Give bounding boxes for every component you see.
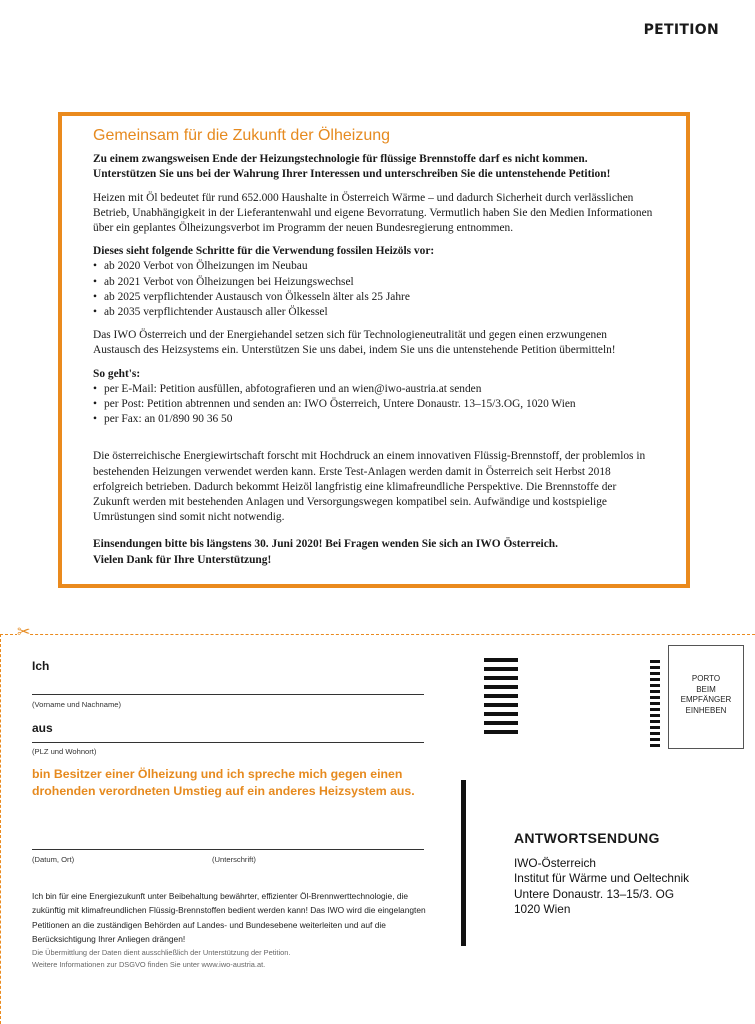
list-item: • per Post: Petition abtrennen und senden an: IWO Österreich, Untere Donaustr. 13–15/3.OG, 1020 Wien: [93, 397, 653, 412]
list-item: • ab 2021 Verbot von Ölheizungen bei Heizungswechsel: [93, 275, 653, 290]
address-line[interactable]: [32, 742, 424, 743]
address-line: IWO-Österreich: [514, 856, 596, 870]
address-line: 1020 Wien: [514, 902, 571, 917]
info-box: [93, 128, 653, 568]
name-line[interactable]: [32, 694, 424, 695]
cut-line: [0, 634, 755, 635]
signature-hint: (Unterschrift): [212, 855, 256, 864]
plz-hint: (PLZ und Wohnort): [32, 747, 97, 756]
porto-line: PORTO: [691, 674, 721, 683]
paragraph-2: Das IWO Österreich und der Energiehandel setzen sich für Technologieneutralität und gegen einen erzwungenen Austausch des Heizsystems ein. Unterstützen Sie uns dabei, indem Sie uns die untenstehende Petition übermitteln!: [93, 329, 616, 357]
privacy-line-2: Weitere Informationen zur DSGVO finden Sie unter www.iwo-austria.at.: [32, 960, 266, 970]
porto-line: EINHEBEN: [685, 705, 727, 715]
privacy-notice: [32, 947, 442, 972]
steps-heading: Dieses sieht folgende Schritte für die Verwendung fossilen Heizöls vor:: [93, 245, 435, 258]
name-hint: (Vorname und Nachname): [32, 700, 122, 709]
statement: bin Besitzer einer Ölheizung und ich spreche mich gegen einen drohenden verordneten Umstieg auf ein anderes Heizsystem aus.: [32, 767, 415, 798]
howto-list: [93, 382, 653, 428]
petition-label: PETITION: [643, 22, 719, 38]
list-item: • per E-Mail: Petition ausfüllen, abfotografieren und an wien@iwo-austria.at senden: [93, 382, 653, 397]
scissors-icon: ✂: [17, 624, 31, 641]
divider-bar: [461, 780, 466, 946]
intro-text: Zu einem zwangsweisen Ende der Heizungstechnologie für flüssige Brennstoffe darf es nicht kommen. Unterstützen Sie uns bei der Wahrung Ihrer Interessen und unterschreiben Sie die untenstehende Petition!: [93, 153, 611, 181]
box-title: Gemeinsam für die Zukunft der Ölheizung: [93, 127, 391, 144]
cut-line-left: [0, 634, 1, 1024]
ich-label: Ich: [32, 659, 50, 673]
list-item: • ab 2020 Verbot von Ölheizungen im Neubau: [93, 259, 653, 274]
closing-line-1: Einsendungen bitte bis längstens 30. Juni 2020! Bei Fragen wenden Sie sich an IWO Österreich.: [93, 538, 558, 551]
date-hint: (Datum, Ort): [32, 855, 75, 864]
privacy-line-1: Die Übermittlung der Daten dient ausschließlich der Unterstützung der Petition.: [32, 948, 291, 957]
postage-box: [668, 645, 744, 749]
support-paragraph: Ich bin für eine Energiezukunft unter Beibehaltung bewährter, effizienter Öl-Brennwerttechnologie, die zukünftig mit klimafreundlichen Flüssig-Brennstoffen bedient werden kann! Das IWO wird die eingelangten Petitionen an die zuständigen Behörden auf Landes- und Bundesebene weiterleiten und auf die Berücksichtigung Ihrer Anliegen drängen!: [32, 891, 426, 945]
barcode-strip: [650, 660, 660, 750]
list-item: • ab 2025 verpflichtender Austausch von Ölkesseln älter als 25 Jahre: [93, 290, 653, 305]
signature-line[interactable]: [32, 849, 424, 850]
address-line: Untere Donaustr. 13–15/3. OG: [514, 886, 675, 901]
steps-list: [93, 259, 653, 320]
aus-label: aus: [32, 721, 53, 735]
porto-line: BEIM: [696, 684, 716, 694]
howto-heading: So geht's:: [93, 367, 141, 380]
list-item: • ab 2035 verpflichtender Austausch aller Ölkessel: [93, 305, 653, 320]
fim-bars: [484, 658, 518, 739]
paragraph-1: Heizen mit Öl bedeutet für rund 652.000 Haushalte in Österreich Wärme – und dadurch Sicherheit durch verlässlichen Betrieb, Unabhängigkeit in der Lieferantenwahl und eigene Bevorratung. Vermutlich haben Sie den Medien Informationen über ein geplantes Ölheizungsverbot im Programm der neuen Bundesregierung entnommen.: [93, 191, 653, 235]
address-line: Institut für Wärme und Oeltechnik: [514, 871, 690, 886]
reply-address: [514, 856, 689, 918]
closing-line-2: Vielen Dank für Ihre Unterstützung!: [93, 553, 272, 566]
list-item: • per Fax: an 01/890 90 36 50: [93, 412, 653, 427]
paragraph-3: Die österreichische Energiewirtschaft forscht mit Hochdruck an einem innovativen Flüssig-Brennstoff, der problemlos in bestehenden Heizungen verwendet werden kann. Erste Test-Anlagen werden damit in Österreich seit Herbst 2018 erfolgreich betrieben. Dadurch bekommt Heizöl langfristig eine klimafreundliche Perspektive. Die Brennstoffe der Zukunft werden mit bestehenden Anlagen und Versorgungswegen kompatibel sein. Aufwändige und kostspielige Umrüstungen sind somit nicht notwendig.: [93, 450, 646, 524]
reply-title: ANTWORTSENDUNG: [514, 830, 660, 846]
porto-line: EMPFÄNGER: [680, 695, 732, 704]
